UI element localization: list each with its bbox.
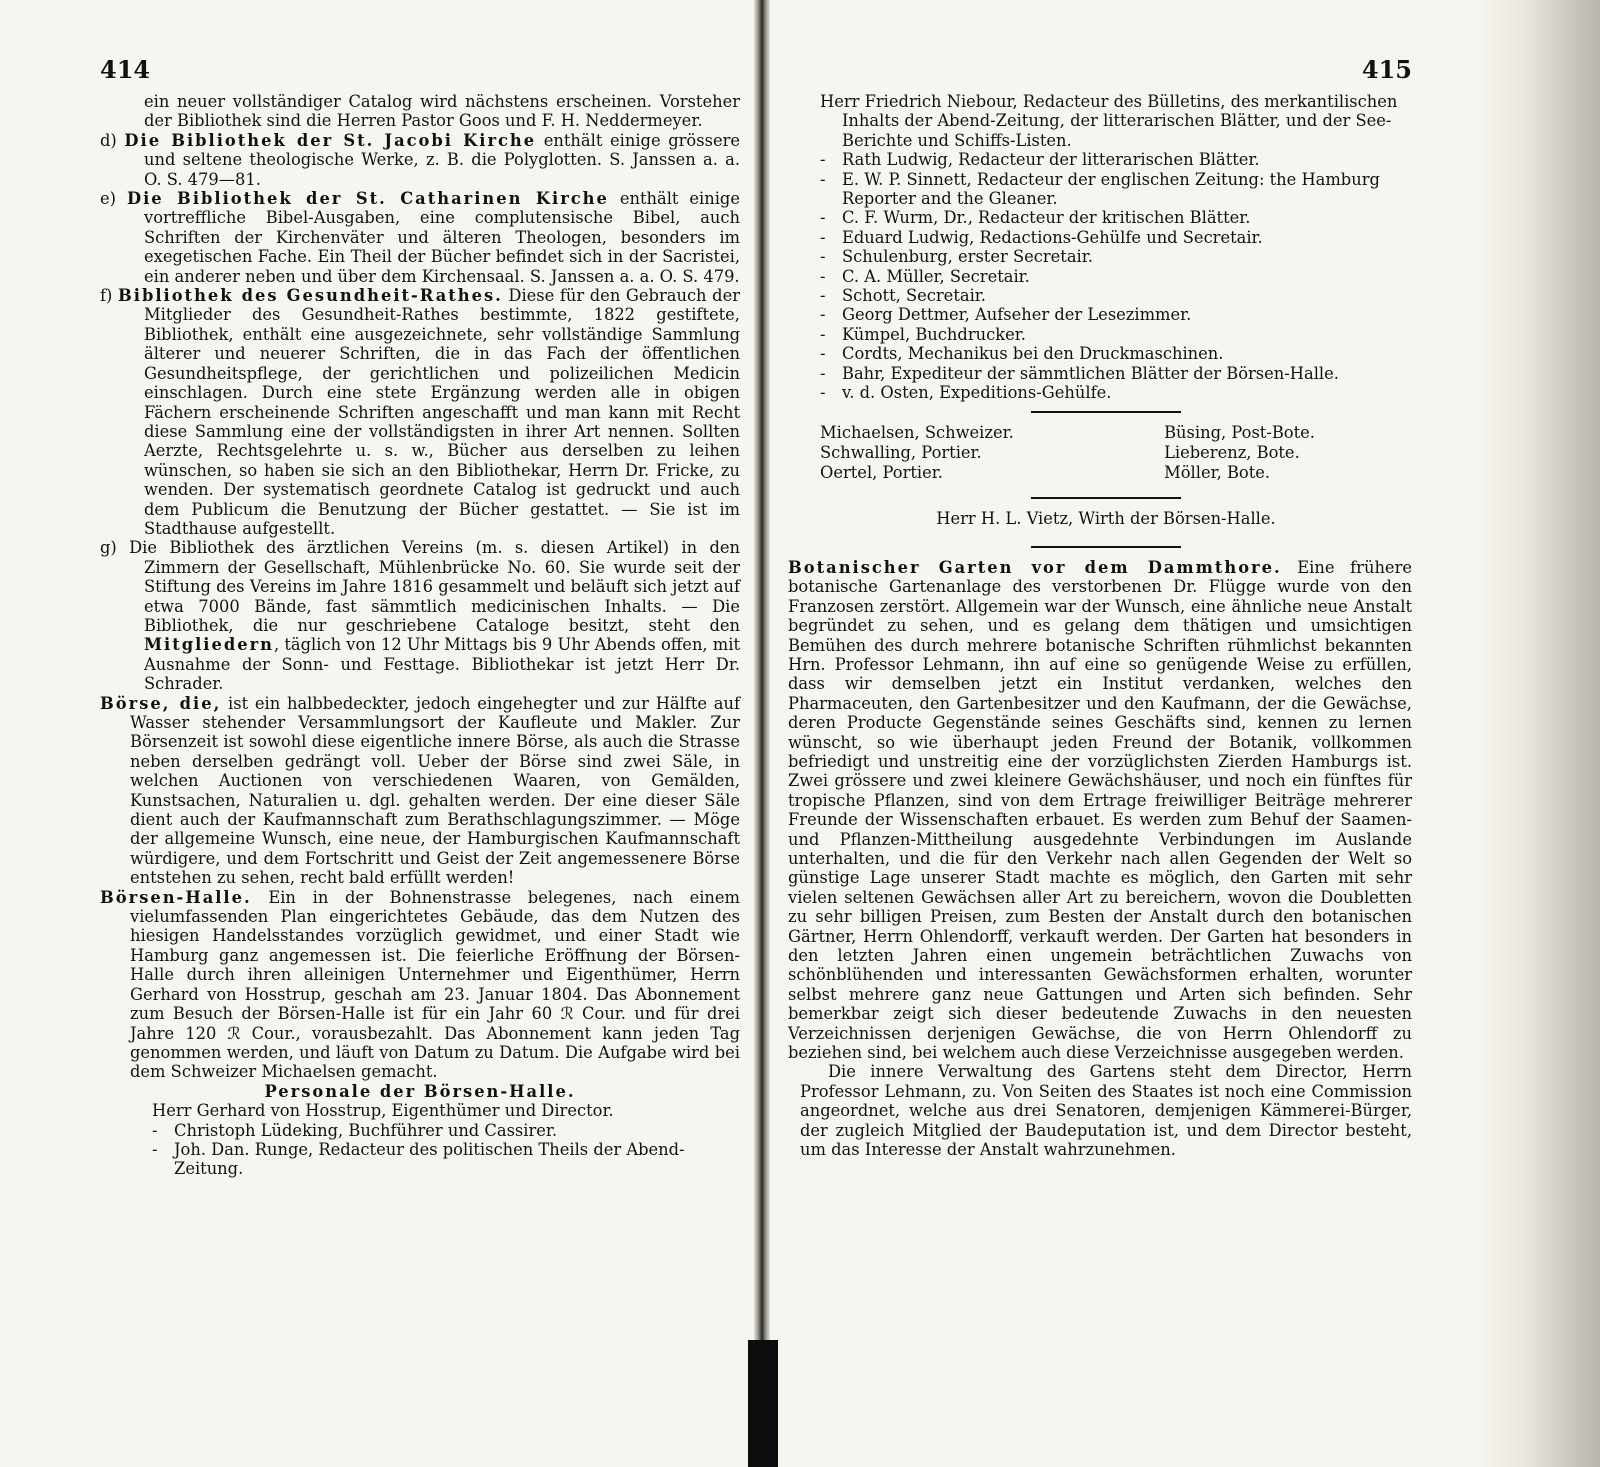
servant-cell: Oertel, Portier. [820,462,943,482]
servants-row [820,423,1432,443]
staff-prefix: - [820,324,826,344]
entry-g-label: g) [100,538,117,558]
entry-boersenhalle-title: Börsen-Halle. [100,887,252,907]
staff-prefix: - [820,227,826,247]
entry-boersenhalle-text: Ein in der Bohnenstrasse belegenes, nach einem vielumfassenden Plan eingerichtetes Gebäude, das dem Nutzen des hiesigen Handelsstandes vorzüglich gewidmet, und einer Stadt wie Hamburg ganz angemessen ist. Die feierliche Eröffnung der Börsen-Halle durch ihren alleinigen Unternehmer und Eigenthümer, Herrn Gerhard von Hosstrup, geschah am 23. Januar 1804. Das Abonnement zum Besuch der Börsen-Halle ist für ein Jahr 60 ℛ Cour. und für drei Jahre 120 ℛ Cour., vorausbezahlt. Das Abonnement kann jeden Tag genommen werden, und läuft von Datum zu Datum. Die Aufgabe wird bei dem Schweizer Michaelsen gemacht. [130,887,740,1082]
servants-table [820,423,1432,483]
left-staff-list [100,1101,740,1179]
staff-prefix: - [820,208,826,228]
staff-row [820,325,1412,344]
left-page [100,55,740,1400]
staff-prefix: - [820,383,826,403]
servant-cell: Schwalling, Portier. [820,442,982,462]
staff-prefix: - [820,266,826,286]
staff-text: Rath Ludwig, Redacteur der litterarischen Blätter. [842,150,1260,170]
book-gutter [754,0,770,1467]
staff-text: Schott, Secretair. [842,286,986,306]
staff-prefix: - [820,286,826,306]
staff-row [820,208,1412,227]
divider-rule [1031,546,1181,548]
entry-e [100,189,740,286]
servants-row [820,443,1432,463]
entry-botanik-title: Botanischer Garten vor dem Dammthore. [788,557,1282,577]
staff-prefix: - [152,1120,158,1140]
staff-row [820,305,1412,324]
entry-f-title: Bibliothek des Gesundheit-Rathes. [118,286,503,306]
staff-row [820,170,1412,209]
staff-prefix: - [820,344,826,364]
staff-row [152,1121,740,1140]
staff-text: Gerhard von Hosstrup, Eigenthümer und Director. [196,1101,614,1121]
entry-d-text: enthält einige grössere und seltene theologische Werke, z. B. die Polyglotten. S. Janssen a. a. O. S. 479—81. [144,130,740,189]
page-edge-shadow [1480,0,1600,1467]
staff-prefix: - [820,247,826,267]
entry-boerse-text: ist ein halbbedeckter, jedoch eingehegter und zur Hälfte auf Wasser stehender Versammlungsort der Kaufleute und Makler. Zur Börsenzeit ist sowohl diese eigentliche innere Börse, als auch die Strasse neben derselben gedrängt voll. Ueber der Börse sind zwei Säle, in welchen Auctionen von verschiedenen Waaren, von Gemälden, Kunstsachen, Naturalien u. dgl. gehalten werden. Der eine dieser Säle dient auch der Kaufmannschaft zum Berathschlagungszimmer. — Möge der allgemeine Wunsch, eine neue, der Hamburgischen Kaufmannschaft würdigere, und dem Fortschritt und Geist der Zeit angemessenere Börse entstehen zu sehen, recht bald erfüllt werden! [130,693,740,888]
entry-g-text-b: , täglich von 12 Uhr Mittags bis 9 Uhr Abends offen, mit Ausnahme der Sonn- und Festtage. Bibliothekar ist jetzt Herr Dr. Schrader. [144,635,740,694]
personale-heading: Personale der Börsen-Halle. [264,1081,576,1101]
staff-row [820,344,1412,363]
entry-d-label: d) [100,130,117,150]
staff-prefix: - [152,1139,158,1159]
opening-paragraph: ein neuer vollständiger Catalog wird nächstens erscheinen. Vorsteher der Bibliothek sind die Herren Pastor Goos und F. H. Neddermeyer. [144,92,740,131]
entry-botanik-text: Eine frühere botanische Gartenanlage des verstorbenen Dr. Flügge wurde von den Franzosen zerstört. Allgemein war der Wunsch, eine ähnliche neue Anstalt begründet zu sehen, und es gelang dem thätigen und umsichtigen Bemühen des durch mehrere botanische Schriften rühmlichst bekannten Hrn. Professor Lehmann, ihn auf eine so genügende Weise zu erfüllen, dass wir demselben jetzt ein Institut verdanken, welches den Pharmaceuten, den Gartenbesitzer und den Kaufmann, der die Gewächse, deren Producte Gegenstände seines Geschäfts sind, kennen zu lernen wünscht, so wie überhaupt jeden Freund der Botanik, vollkommen befriedigt und unstreitig eine der vorzüglichsten Zierden Hamburgs ist. Zwei grössere und zwei kleinere Gewächshäuser, und noch ein fünftes für tropische Pflanzen, sind von dem Ertrage freiwilliger Beiträge mehrerer Freunde der Wissenschaften erbauet. Es werden zum Behuf der Saamen- und Pflanzen-Mittheilung ausgedehnte Verbindungen im Auslande unterhalten, und die für den Verkehr nach allen Gegenden der Welt so günstige Lage unserer Stadt machte es möglich, den Garten mit sehr vielen seltenen Gewächsen aller Art zu bereichern, wovon die Doubletten zu sehr billigen Preisen, zum Besten der Anstalt durch den botanischen Gärtner, Herrn Ohlendorff, verkauft werden. Der Garten hat besonders in den letzten Jahren einen ungemein beträchtlichen Zuwachs von schönblühenden und interessanten Gewächsformen erhalten, worunter selbst mehrere ganz neue Gattungen und Arten sich befinden. Sehr bemerkbar zeigt sich dieser bedeutende Zuwachs in den neuesten Verzeichnissen derjenigen Gewächse, die von Herrn Ohlendorff zu beziehen sind, bei welchem auch diese Verzeichnisse ausgegeben werden. [788,557,1412,1063]
divider-rule [1031,497,1181,499]
staff-prefix: - [820,305,826,325]
staff-row [152,1140,740,1179]
entry-boersenhalle [100,887,740,1082]
right-page [788,55,1412,1400]
staff-row [152,1101,740,1120]
staff-row [820,364,1412,383]
entry-e-label: e) [100,189,116,209]
entry-boerse-title: Börse, die, [100,693,222,713]
right-staff-list [800,92,1412,403]
entry-e-text: enthält einige vortreffliche Bibel-Ausgaben, eine complutensische Bibel, auch Schriften der Kirchenväter und älteren Theologen, besonders im exegetischen Fache. Ein Theil der Bücher befindet sich in der Sacristei, ein anderer neben und über dem Kirchensaal. S. Janssen a. a. O. S. 479. [144,189,740,286]
staff-text: Cordts, Mechanikus bei den Druckmaschinen. [842,344,1224,364]
entry-boerse [100,693,740,888]
staff-row [820,286,1412,305]
entry-d [100,130,740,189]
entry-e-title: Die Bibliothek der St. Catharinen Kirche [126,189,609,209]
staff-row [820,228,1412,247]
staff-text: Kümpel, Buchdrucker. [842,324,1026,344]
staff-prefix: - [820,169,826,189]
staff-prefix: Herr [820,92,860,111]
staff-row [820,383,1412,402]
entry-f-label: f) [100,286,113,306]
entry-d-title: Die Bibliothek der St. Jacobi Kirche [124,130,537,150]
staff-text: Friedrich Niebour, Redacteur des Bülletins, des merkantilischen Inhalts der Abend-Zeitung, der litterarischen Blätter, und der See-Berichte und Schiffs-Listen. [842,92,1398,150]
wirth-line: Herr H. L. Vietz, Wirth der Börsen-Halle. [936,508,1276,528]
staff-prefix: - [820,363,826,383]
servants-row [820,463,1432,483]
staff-prefix: - [820,150,826,170]
right-page-number: 415 [1361,55,1412,84]
staff-text: Christoph Lüdeking, Buchführer und Cassirer. [174,1120,558,1140]
staff-row [820,92,1412,150]
verwaltung-paragraph: Die innere Verwaltung des Gartens steht dem Director, Herrn Professor Lehmann, zu. Von Seiten des Staates ist noch eine Commission angeordnet, welche aus drei Senatoren, demjenigen Kämmerei-Bürger, der zugleich Mitglied der Baudeputation ist, und dem Director besteht, um das Interesse der Anstalt wahrzunehmen. [800,1062,1412,1160]
staff-text: Joh. Dan. Runge, Redacteur des politischen Theils der Abend-Zeitung. [174,1139,685,1179]
entry-f-text: Diese für den Gebrauch der Mitglieder des Gesundheit-Rathes bestimmte, 1822 gestiftete, Bibliothek, enthält eine ausgezeichnete, sehr vollständige Sammlung älterer und neuerer Schriften, die in das Fach der öffentlichen Gesundheitspflege, der gerichtlichen und polizeilichen Medicin einschlagen. Durch eine stete Ergänzung werden alle in obigen Fächern erscheinende Schriften angeschafft und man kann mit Recht diese Sammlung eine der vollständigsten in ihrer Art nennen. Sollten Aerzte, Rechtsgelehrte u. s. w., Bücher aus derselben zu leihen wünschen, so haben sie sich an den Bibliothekar, Herrn Dr. Fricke, zu wenden. Der systematisch geordnete Catalog ist gedruckt und auch dem Publicum die Benutzung der Bücher gestattet. — Sie ist im Stadthause aufgestellt. [144,286,740,538]
staff-text: Schulenburg, erster Secretair. [842,247,1093,267]
left-page-number: 414 [100,55,151,84]
binding-tab [748,1340,778,1467]
staff-text: C. F. Wurm, Dr., Redacteur der kritischen Blätter. [842,208,1251,228]
staff-row [820,247,1412,266]
staff-text: C. A. Müller, Secretair. [842,266,1030,286]
staff-text: Eduard Ludwig, Redactions-Gehülfe und Secretair. [842,227,1263,247]
servant-cell: Lieberenz, Bote. [1164,442,1300,462]
staff-text: Bahr, Expediteur der sämmtlichen Blätter der Börsen-Halle. [842,363,1339,383]
entry-g-text-a: Die Bibliothek des ärztlichen Vereins (m. s. diesen Artikel) in den Zimmern der Gesellschaft, Mühlenbrücke No. 60. Sie wurde seit der Stiftung des Vereins im Jahre 1816 gesammelt und beläuft sich jetzt auf etwa 7000 Bände, fast sämmtlich medicinischen Inhalts. — Die Bibliothek, die nur geschriebene Cataloge besitzt, steht den [129,538,740,635]
staff-text: E. W. P. Sinnett, Redacteur der englischen Zeitung: the Hamburg Reporter and the Gleaner. [842,169,1380,209]
entry-f [100,286,740,538]
staff-prefix: Herr [152,1101,192,1121]
staff-row [820,267,1412,286]
entry-g [100,538,740,694]
staff-row [820,150,1412,169]
servant-cell: Büsing, Post-Bote. [1164,422,1315,442]
staff-text: Georg Dettmer, Aufseher der Lesezimmer. [842,305,1192,325]
servant-cell: Möller, Bote. [1164,462,1271,482]
staff-text: v. d. Osten, Expeditions-Gehülfe. [842,383,1112,403]
divider-rule [1031,411,1181,413]
entry-g-spaced: Mitgliedern [144,635,274,655]
servant-cell: Michaelsen, Schweizer. [820,422,1014,442]
entry-botanik [788,558,1412,1063]
